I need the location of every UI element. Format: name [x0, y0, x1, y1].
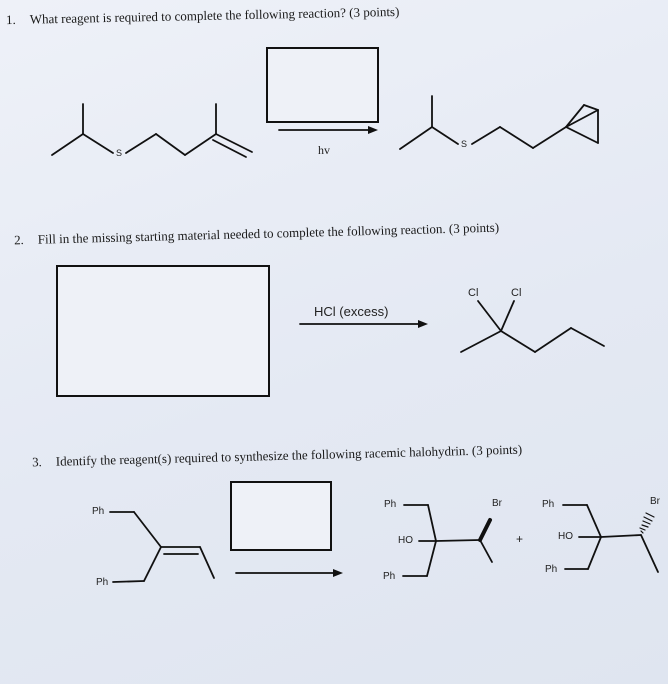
phenyl-label: Ph [383, 571, 396, 582]
q1-starting-material [52, 104, 252, 157]
q3-product-2 [563, 505, 658, 572]
hydroxyl-label: HO [558, 531, 573, 542]
question-3-text: Identify the reagent(s) required to synthesize the following racemic halohydrin. (3 points) [55, 441, 523, 469]
chlorine-label: Cl [511, 287, 522, 299]
hv-reagent: hv [318, 143, 330, 157]
hydroxyl-label: HO [398, 535, 413, 546]
phenyl-label: Ph [384, 499, 397, 510]
question-2-number: 2. [13, 232, 25, 248]
sulfur-label: S [461, 139, 468, 149]
plus-sign: + [516, 532, 524, 546]
question-3-number: 3. [31, 454, 43, 470]
hcl-reagent: HCl (excess) [314, 304, 389, 319]
question-1-text: What reagent is required to complete the following reaction? (3 points) [29, 3, 400, 27]
phenyl-label: Ph [96, 577, 109, 588]
phenyl-label: Ph [92, 506, 105, 517]
phenyl-label: Ph [542, 499, 555, 510]
q3-starting-material [110, 512, 214, 582]
chlorine-label: Cl [468, 287, 479, 299]
bromine-label: Br [492, 498, 502, 509]
q2-product [461, 301, 604, 352]
hashed-wedge [640, 513, 654, 533]
q3-product-1 [403, 505, 492, 576]
phenyl-label: Ph [545, 564, 558, 575]
sulfur-label: S [116, 148, 123, 158]
bromine-label: Br [650, 496, 660, 507]
question-1-number: 1. [5, 11, 16, 28]
question-2-text: Fill in the missing starting material needed to complete the following reaction. (3 points) [37, 219, 500, 247]
q1-product [400, 96, 598, 149]
